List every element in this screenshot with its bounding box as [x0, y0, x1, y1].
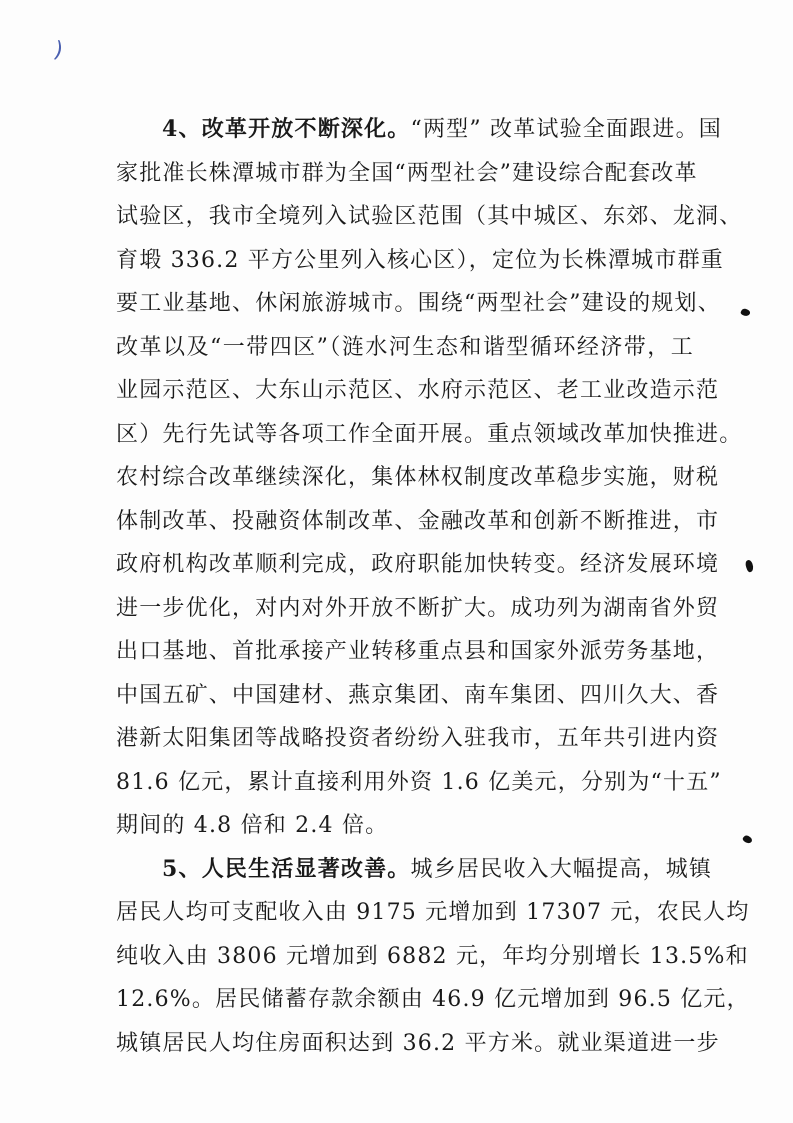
paragraph-5-line: 居民人均可支配收入由 9175 元增加到 17307 元，农民人均 — [116, 900, 750, 925]
paragraph-4-line: 政府机构改革顺利完成，政府职能加快转变。经济发展环境 — [116, 552, 720, 577]
scan-speck — [740, 307, 751, 317]
pen-mark: ) — [51, 37, 66, 64]
scan-speck — [742, 834, 753, 845]
paragraph-5-line: 12.6%。居民储蓄存款余额由 46.9 亿元增加到 96.5 亿元， — [116, 987, 750, 1012]
scan-speck — [744, 559, 755, 573]
section-heading-5: 5、人民生活显著改善。 — [162, 855, 411, 882]
paragraph-4-line: 改革以及“一带四区”（涟水河生态和谐型循环经济带，工 — [116, 334, 694, 360]
paragraph-4-line: 试验区，我市全境列入试验区范围（其中城区、东郊、龙洞、 — [116, 204, 743, 229]
paragraph-4-line: 中国五矿、中国建材、燕京集团、南车集团、四川久大、香 — [116, 682, 720, 708]
paragraph-5-text: 城乡居民收入大幅提高，城镇 — [410, 856, 713, 882]
paragraph-4-line: 业园示范区、大东山示范区、水府示范区、老工业改造示范 — [116, 378, 720, 403]
paragraph-4-line: 要工业基地、休闲旅游城市。围绕“两型社会”建设的规划、 — [116, 291, 721, 316]
paragraph-4-line: 体制改革、投融资体制改革、金融改革和创新不断推进，市 — [116, 508, 720, 534]
paragraph-4-text: “两型” 改革试验全面跟进。国 — [410, 117, 723, 142]
paragraph-4-line-last: 期间的 4.8 倍和 2.4 倍。 — [116, 813, 389, 838]
body-text — [116, 108, 750, 1065]
paragraph-5-line-1 — [116, 848, 713, 892]
paragraph-4-line: 81.6 亿元，累计直接利用外资 1.6 亿美元，分别为“十五” — [116, 769, 722, 795]
paragraph-4-line: 出口基地、首批承接产业转移重点县和国家外派劳务基地， — [116, 639, 720, 664]
paragraph-4-line: 育塅 336.2 平方公里列入核心区），定位为长株潭城市群重 — [116, 247, 724, 273]
paragraph-4-line-1 — [116, 108, 723, 152]
paragraph-4-line: 港新太阳集团等战略投资者纷纷入驻我市，五年共引进内资 — [116, 726, 720, 751]
paragraph-5-line: 纯收入由 3806 元增加到 6882 元，年均分别增长 13.5%和 — [116, 943, 749, 969]
section-heading-4: 4、改革开放不断深化。 — [162, 116, 411, 142]
paragraph-4-line: 区）先行先试等各项工作全面开展。重点领域改革加快推进。 — [116, 421, 743, 447]
paragraph-4-line: 进一步优化，对内对外开放不断扩大。成功列为湖南省外贸 — [116, 595, 720, 621]
paragraph-4-line: 农村综合改革继续深化，集体林权制度改革稳步实施，财税 — [116, 465, 720, 490]
paragraph-5-line: 城镇居民人均住房面积达到 36.2 平方米。就业渠道进一步 — [116, 1030, 720, 1056]
paragraph-4-line: 家批准长株潭城市群为全国“两型社会”建设综合配套改革 — [116, 160, 698, 186]
